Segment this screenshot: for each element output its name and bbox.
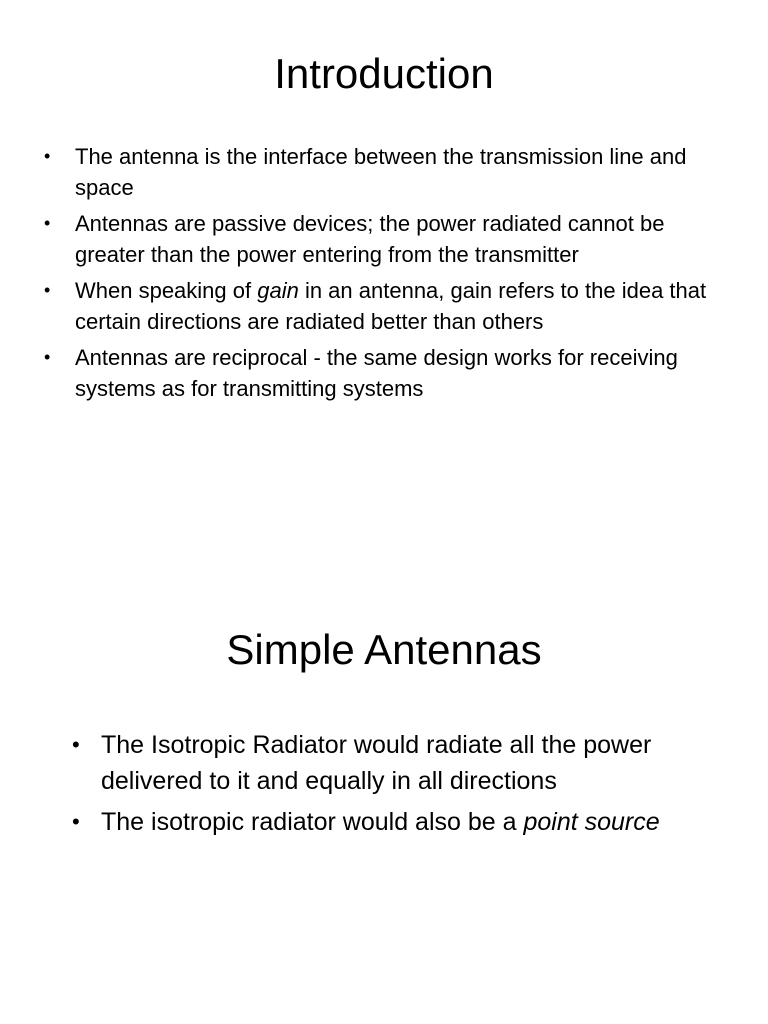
bullet-item — [70, 727, 710, 799]
bullet-item — [42, 141, 722, 203]
emphasis-text: gain — [257, 278, 299, 303]
bullet-item — [42, 342, 722, 404]
bullet-list — [42, 141, 722, 409]
bullet-icon: • — [72, 809, 80, 834]
bullet-text: Antennas are reciprocal - the same design works for receiving systems as for transmitting systems — [75, 345, 678, 401]
slide-simple-antennas — [0, 512, 768, 1024]
bullet-text: Antennas are passive devices; the power radiated cannot be greater than the power entering from the transmitter — [75, 211, 665, 267]
slide-title: Simple Antennas — [226, 626, 542, 673]
slide-title: Introduction — [274, 50, 494, 97]
bullet-icon: • — [44, 280, 51, 300]
bullet-list — [70, 727, 710, 845]
bullet-icon: • — [44, 347, 51, 367]
bullet-item — [42, 208, 722, 270]
bullet-icon: • — [44, 146, 51, 166]
emphasis-text: point source — [523, 808, 660, 836]
bullet-text: The antenna is the interface between the transmission line and space — [75, 144, 687, 200]
bullet-icon: • — [44, 213, 51, 233]
bullet-item — [42, 275, 722, 337]
bullet-icon: • — [72, 732, 80, 757]
bullet-text: The Isotropic Radiator would radiate all the power delivered to it and equally in all directions — [101, 731, 652, 795]
bullet-text-end: in an antenna, gain refers to the idea that certain directions are radiated better than others — [75, 278, 707, 334]
bullet-item — [70, 804, 710, 840]
bullet-text-start: The isotropic radiator would also be a — [101, 808, 524, 836]
bullet-text-start: When speaking of — [75, 278, 258, 303]
